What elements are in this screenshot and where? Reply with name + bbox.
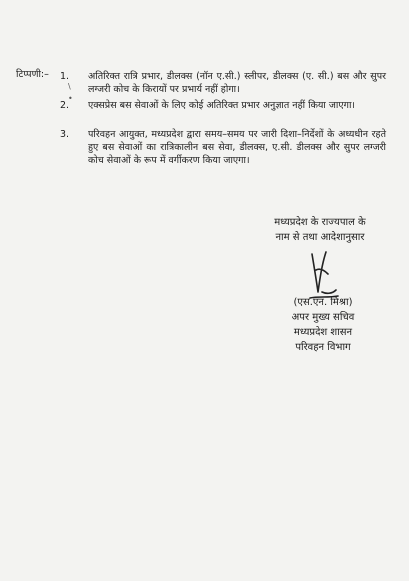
signoff-line-2: नाम से तथा आदेशानुसार — [275, 232, 365, 243]
note-item-text: एक्सप्रेस बस सेवाओं के लिए कोई अतिरिक्त प्रभार अनुज्ञात नहीं किया जाएगा। — [88, 100, 356, 111]
note-label: टिप्पणी:– — [16, 69, 49, 80]
stray-mark: • — [68, 94, 73, 103]
signer-department: मध्यप्रदेश शासन — [293, 327, 353, 338]
note-item-text: अतिरिक्त रात्रि प्रभार, डीलक्स (नॉन ए.सी.) स्लीपर, डीलक्स (ए. सी.) बस और सुपर लग्जरी कोच के किरायों पर प्रभार्य नहीं होगा। — [88, 71, 386, 95]
stray-mark: \ — [68, 82, 71, 91]
note-item-number: 2. — [60, 100, 70, 111]
note-item-number: 1. — [60, 71, 70, 82]
signer-designation: अपर मुख्य सचिव — [291, 312, 355, 323]
signatory-block — [258, 295, 388, 355]
note-item-number: 3. — [60, 129, 70, 140]
signer-name: (एस.एन. मिश्रा) — [293, 297, 353, 308]
governor-signoff — [245, 215, 395, 245]
signer-division: परिवहन विभाग — [295, 342, 351, 353]
signoff-line-1: मध्यप्रदेश के राज्यपाल के — [274, 217, 366, 228]
note-item-text: परिवहन आयुक्त, मध्यप्रदेश द्वारा समय–समय पर जारी दिशा–निर्देशों के अध्यधीन रहते हुए बस सेवाओं का रात्रिकालीन बस सेवा, डीलक्स, ए.सी. डीलक्स और सुपर लग्जरी कोच सेवाओं के रूप में वर्गीकरण किया जाएगा। — [88, 129, 386, 166]
